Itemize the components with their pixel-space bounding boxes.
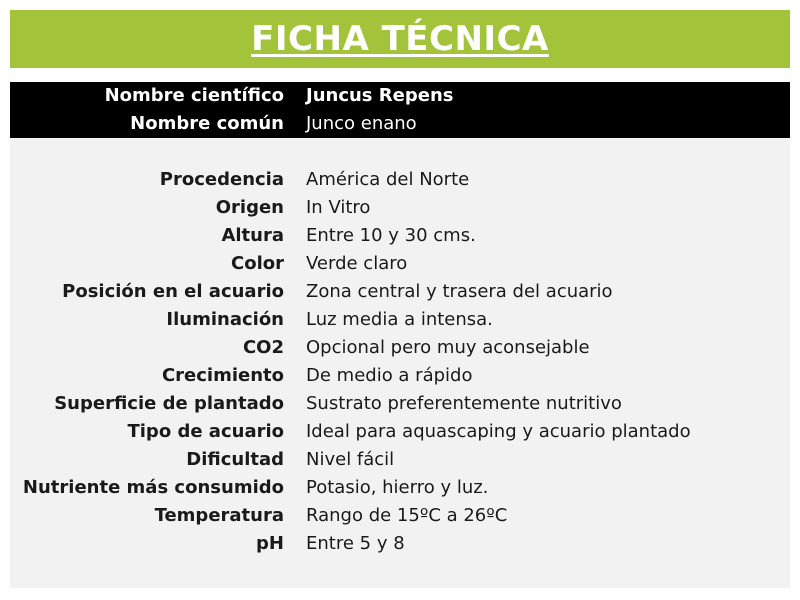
spec-value: Zona central y trasera del acuario (306, 281, 613, 302)
spec-label: CO2 (242, 337, 284, 358)
spec-value: Rango de 15ºC a 26ºC (306, 505, 508, 526)
spec-row-iluminacion (10, 306, 790, 334)
spec-row-posicion (10, 278, 790, 306)
spec-value: Ideal para aquascaping y acuario plantado (306, 421, 691, 442)
spec-row-superficie (10, 390, 790, 418)
spec-row-co2 (10, 334, 790, 362)
page-title: FICHA TÉCNICA (251, 19, 549, 59)
spec-row-tipo-acuario (10, 418, 790, 446)
scientific-name-label: Nombre científico (104, 85, 284, 106)
spec-row-temperatura (10, 502, 790, 530)
spec-label: Altura (221, 225, 284, 246)
spec-row-crecimiento (10, 362, 790, 390)
common-name-value: Junco enano (306, 113, 417, 134)
spec-row-origen (10, 194, 790, 222)
spec-value: Verde claro (306, 253, 408, 274)
spec-label: Dificultad (186, 449, 284, 470)
spec-value: Entre 5 y 8 (306, 533, 405, 554)
spec-value: In Vitro (306, 197, 371, 218)
spec-row-color (10, 250, 790, 278)
spec-value: Nivel fácil (306, 449, 395, 470)
spec-value: De medio a rápido (306, 365, 473, 386)
title-banner (10, 10, 790, 68)
spec-row-procedencia (10, 166, 790, 194)
spec-row-dificultad (10, 446, 790, 474)
spec-value: Opcional pero muy aconsejable (306, 337, 590, 358)
spec-value: Potasio, hierro y luz. (306, 477, 489, 498)
spec-value: Sustrato preferentemente nutritivo (306, 393, 622, 414)
spec-row-ph (10, 530, 790, 558)
spec-value: América del Norte (306, 169, 470, 190)
spec-label: Superficie de plantado (54, 393, 284, 414)
spec-label: Tipo de acuario (127, 421, 284, 442)
common-name-label: Nombre común (130, 113, 284, 134)
spec-panel (10, 82, 790, 588)
spec-label: Crecimiento (161, 365, 284, 386)
spec-label: Temperatura (154, 505, 284, 526)
spec-value: Luz media a intensa. (306, 309, 493, 330)
common-name-row (10, 110, 790, 138)
spec-label: Procedencia (159, 169, 284, 190)
scientific-name-row (10, 82, 790, 110)
spec-row-nutriente (10, 474, 790, 502)
spec-label: Nutriente más consumido (22, 477, 284, 498)
spec-label: Color (231, 253, 284, 274)
spec-label: Iluminación (166, 309, 284, 330)
spec-label: Posición en el acuario (62, 281, 284, 302)
spec-value: Entre 10 y 30 cms. (306, 225, 476, 246)
spec-label: Origen (215, 197, 284, 218)
spec-row-altura (10, 222, 790, 250)
spec-label: pH (256, 533, 284, 554)
scientific-name-value: Juncus Repens (306, 85, 454, 106)
